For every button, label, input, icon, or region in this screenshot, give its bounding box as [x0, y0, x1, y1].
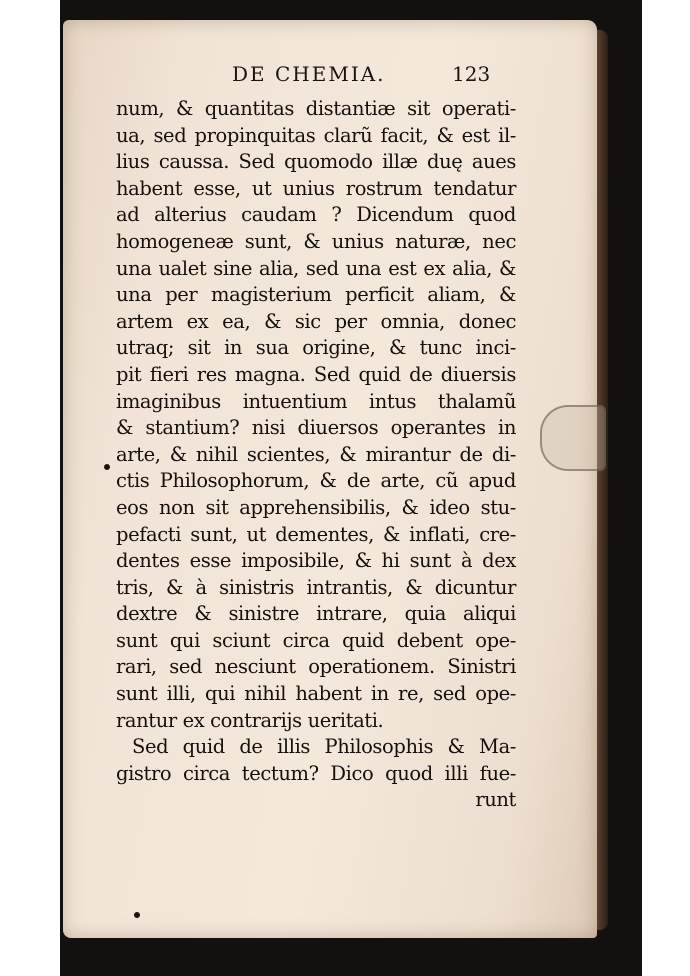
page-number: 123 — [452, 62, 491, 86]
page-header — [0, 62, 690, 92]
text-line: sunt qui sciunt circa quid debent ope- — [116, 628, 516, 652]
text-line: artem ex ea, & sic per omnia, donec — [116, 309, 516, 333]
text-line: rari, sed nesciunt operationem. Sinistri — [116, 655, 516, 679]
text-line: ua, sed propinquitas clarũ facit, & est il- — [116, 123, 516, 147]
text-line: imaginibus intuentium intus thalamũ — [116, 389, 516, 413]
text-line: una per magisterium perficit aliam, & — [116, 283, 516, 307]
text-line: num, & quantitas distantiæ sit operati- — [116, 97, 516, 120]
text-line: lius caussa. Sed quomodo illæ duę aues — [116, 150, 516, 174]
paragraph-start-line: Sed quid de illis Philosophis & Ma- — [132, 735, 516, 759]
body-text — [116, 96, 516, 814]
clasp-shadow — [540, 405, 606, 471]
text-line: & stantium? nisi diuersos operantes in — [116, 416, 516, 440]
text-line: ctis Philosophorum, & de arte, cũ apud — [116, 469, 516, 493]
text-line: homogeneæ sunt, & unius naturæ, nec — [116, 229, 516, 253]
text-line: sunt illi, qui nihil habent in re, sed ope- — [116, 682, 516, 706]
text-line: dextre & sinistre intrare, quia aliqui — [116, 602, 516, 626]
ink-speck — [104, 464, 110, 470]
text-line: pefacti sunt, ut dementes, & inflati, cre- — [116, 522, 516, 546]
text-line: tris, & à sinistris intrantis, & dicuntur — [116, 575, 516, 599]
text-line: arte, & nihil scientes, & mirantur de di- — [116, 442, 516, 466]
text-line: habent esse, ut unius rostrum tendatur — [116, 176, 516, 200]
text-line: utraq; sit in sua origine, & tunc inci- — [116, 336, 516, 360]
catchword: runt — [475, 788, 516, 812]
text-line: pit fieri res magna. Sed quid de diuersis — [116, 362, 516, 386]
ink-speck — [134, 912, 140, 918]
text-line: dentes esse imposibile, & hi sunt à dex — [116, 549, 516, 573]
running-head: DE CHEMIA. — [232, 62, 386, 86]
text-line: eos non sit apprehensibilis, & ideo stu- — [116, 495, 516, 519]
text-line: ad alterius caudam ? Dicendum quod — [116, 203, 516, 227]
text-line: gistro circa tectum? Dico quod illi fue- — [116, 761, 516, 785]
text-line: una ualet sine alia, sed una est ex alia, & — [116, 256, 516, 280]
paragraph-end-line: rantur ex contrarijs ueritati. — [116, 708, 384, 732]
